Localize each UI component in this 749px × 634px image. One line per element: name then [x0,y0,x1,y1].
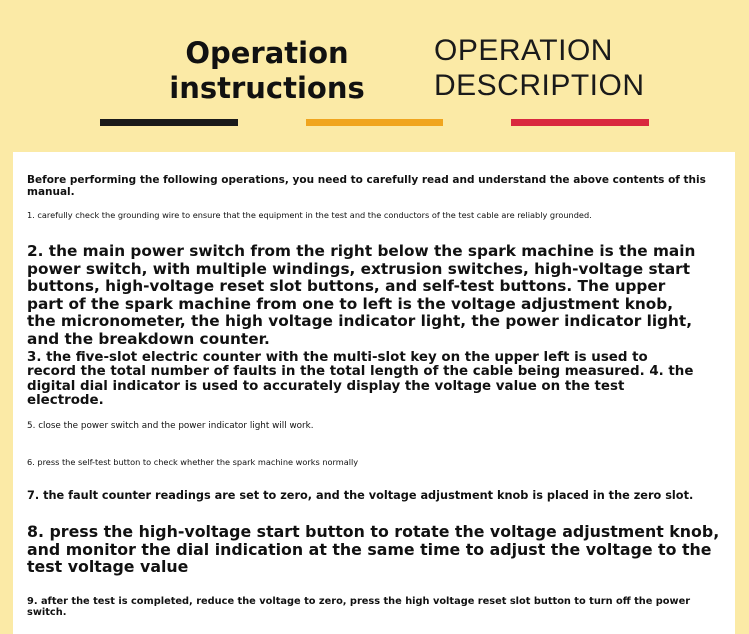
step-3-4: 3. the five-slot electric counter with the multi-slot key on the upper left is used to record the total number of faults in the total length of the cable being measured. 4. the digital dial indicator is used to accurately display the voltage value on the test electrode. [27,350,694,408]
black-divider-bar [100,119,238,126]
step-5: 5. close the power switch and the power indicator light will work. [27,421,314,431]
page-subtitle-line-1: OPERATION [434,34,613,67]
intro-text: Before performing the following operations, you need to carefully read and understand the above contents of this manual. [27,174,706,198]
step-9: 9. after the test is completed, reduce the voltage to zero, press the high voltage reset slot button to turn off the power switch. [27,596,691,618]
page-subtitle [434,33,645,103]
step-1: 1. carefully check the grounding wire to ensure that the equipment in the test and the conductors of the test cable are reliably grounded. [27,210,592,220]
page-title-line-2: instructions [169,71,365,105]
step-2: 2. the main power switch from the right below the spark machine is the main power switch, with multiple windings, extrusion switches, high-voltage start buttons, high-voltage reset slot buttons, and self-test buttons. The upper part of the spark machine from one to left is the voltage adjustment knob, the micronometer, the high voltage indicator light, the power indicator light, and the breakdown counter. [27,242,696,348]
red-divider-bar [511,119,649,126]
step-6: 6. press the self-test button to check whether the spark machine works normally [27,457,359,467]
step-7: 7. the fault counter readings are set to zero, and the voltage adjustment knob is placed in the zero slot. [27,489,694,502]
page-title [152,36,382,106]
instructions-panel [13,152,735,634]
step-8: 8. press the high-voltage start button to rotate the voltage adjustment knob, and monitor the dial indication at the same time to adjust the voltage to the test voltage value [27,522,720,576]
orange-divider-bar [306,119,443,126]
page-subtitle-line-2: DESCRIPTION [434,69,645,102]
page-title-line-1: Operation [185,36,349,70]
